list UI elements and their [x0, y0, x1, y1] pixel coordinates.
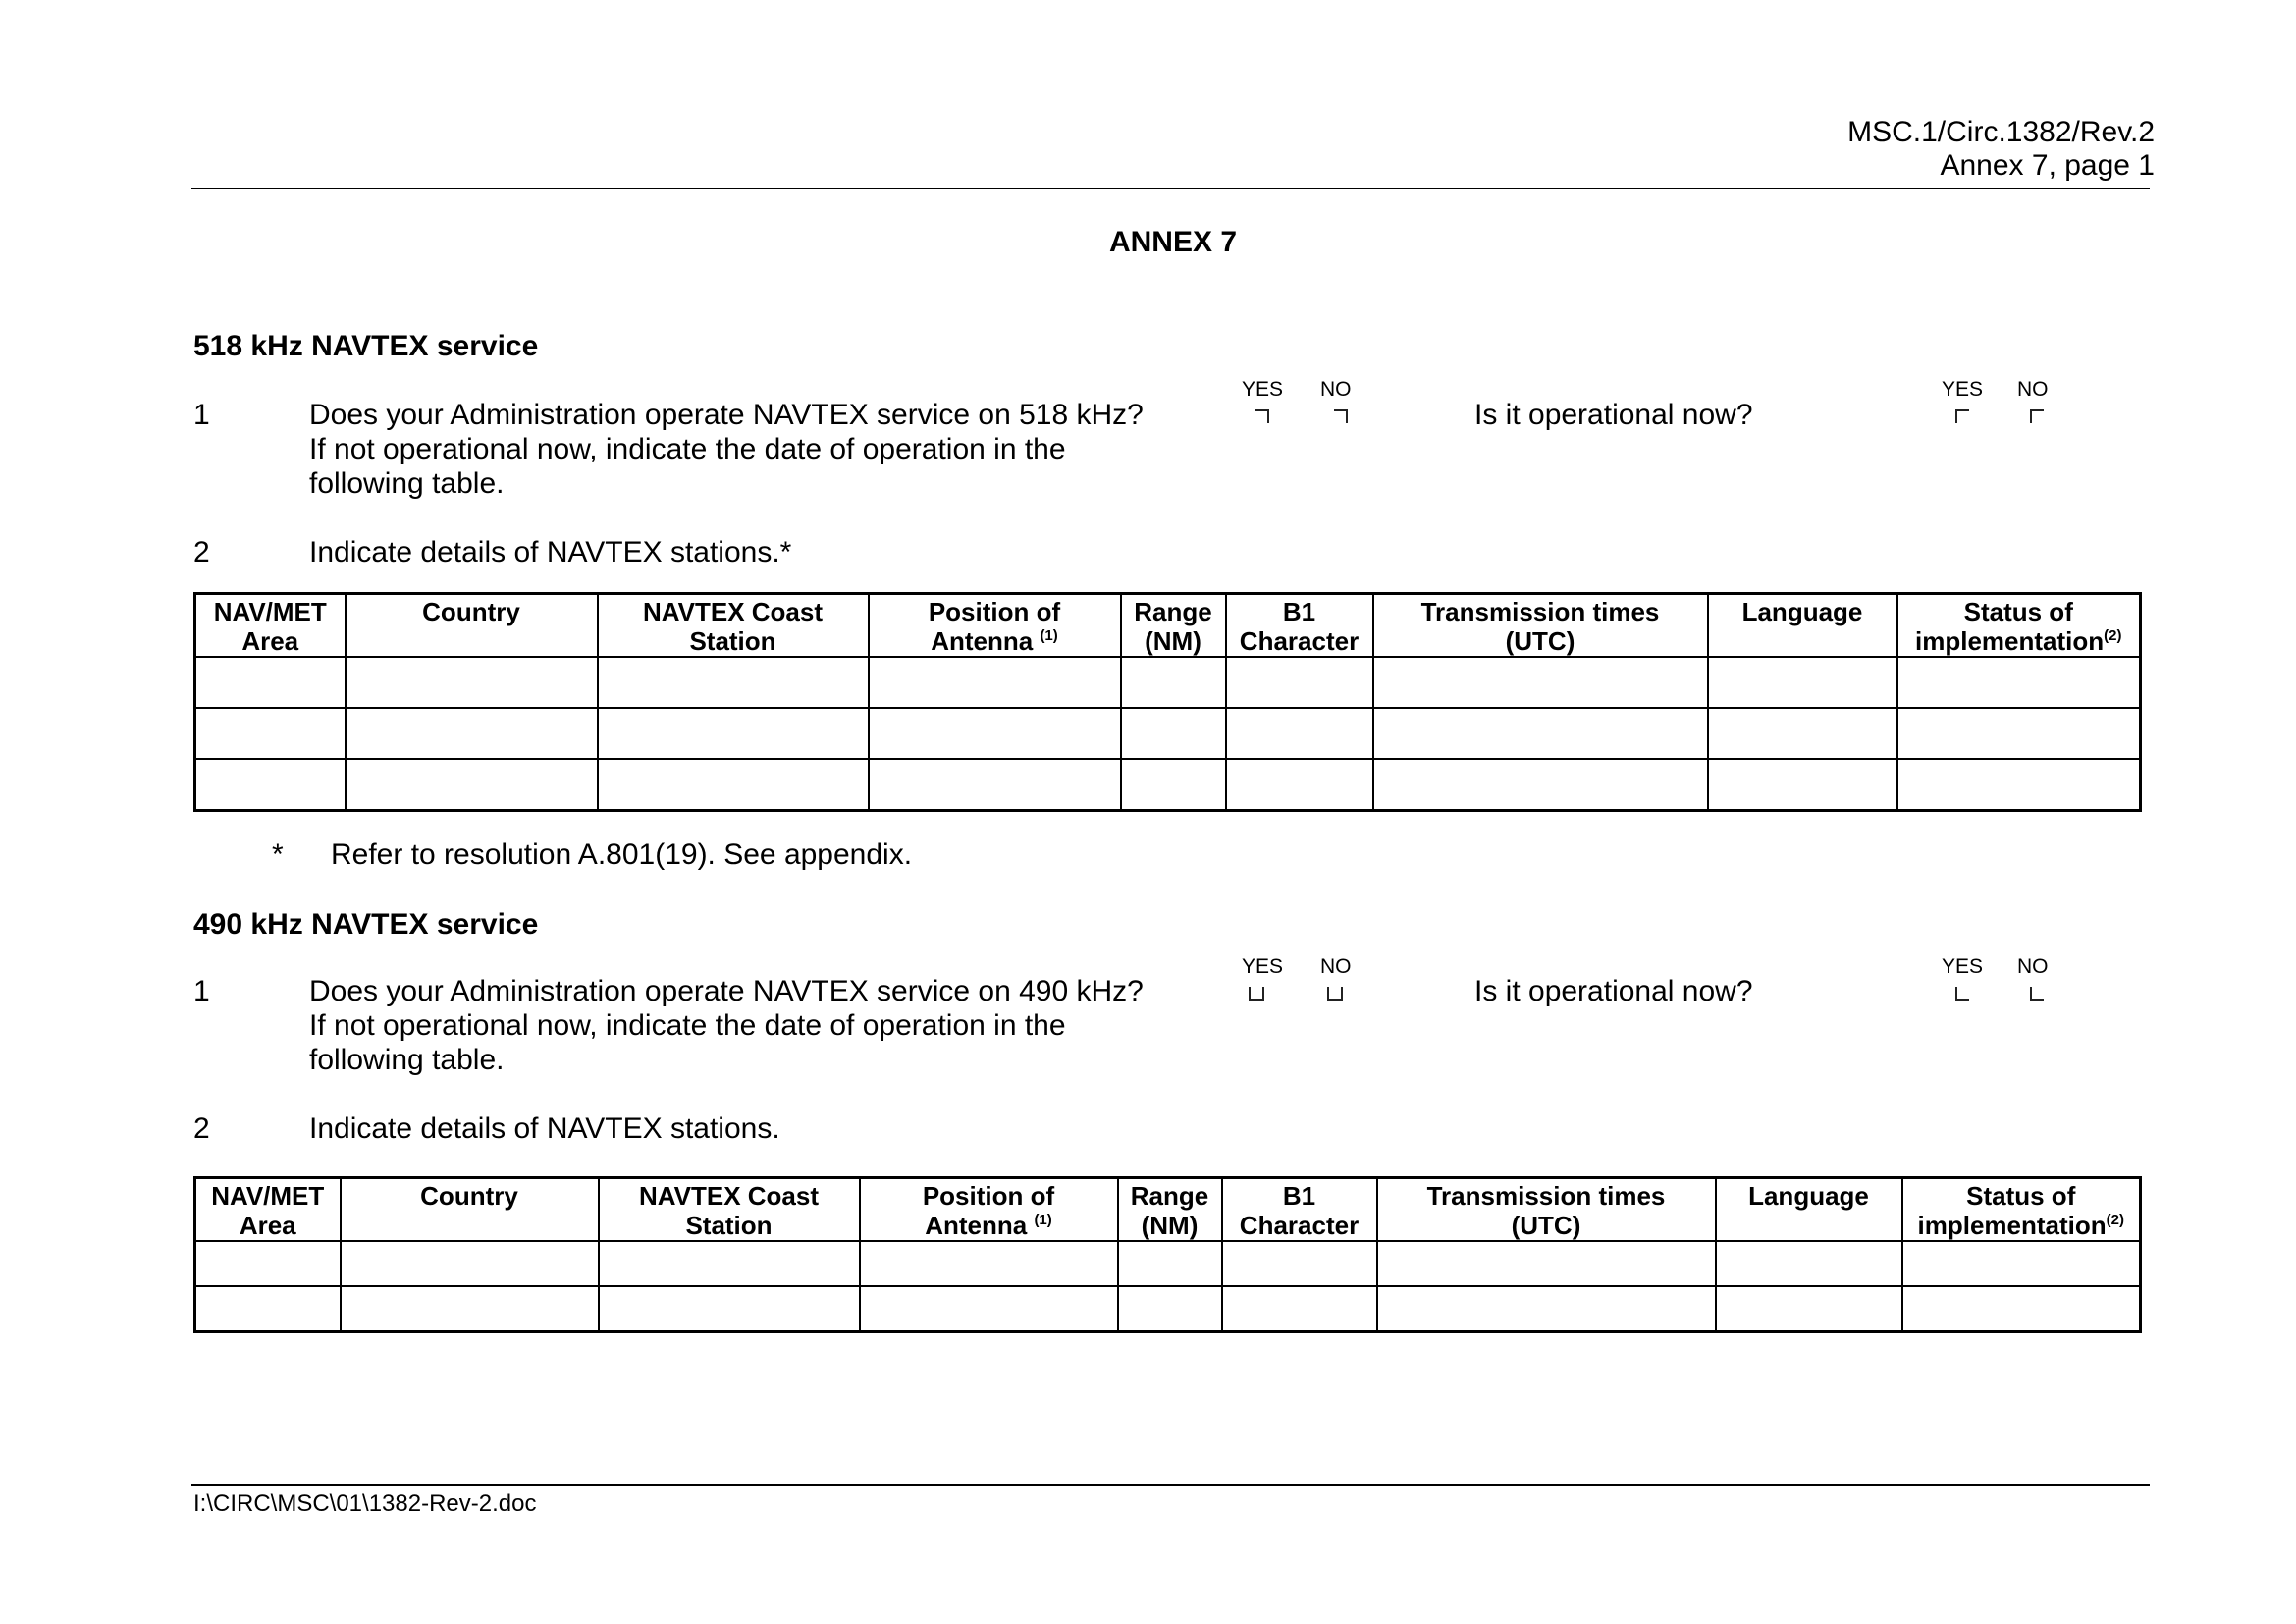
col-header-status: Status of implementation$^{(2)}$: [1902, 1178, 2141, 1242]
table-cell[interactable]: [598, 759, 869, 810]
yes-checkbox-518-operational[interactable]: [1955, 409, 1969, 423]
col-header-range: Range (NM): [1121, 594, 1226, 658]
document-header: [1847, 116, 2155, 183]
question-number: 2: [193, 1112, 210, 1145]
no-checkbox-518-operational[interactable]: [2030, 409, 2044, 423]
table-cell[interactable]: [1226, 759, 1373, 810]
table-row: [195, 657, 2141, 708]
table-cell[interactable]: [1373, 708, 1708, 759]
no-checkbox-490[interactable]: [1327, 987, 1343, 1001]
table-row: [195, 1286, 2141, 1331]
question-number: 1: [193, 975, 210, 1007]
table-row: [195, 708, 2141, 759]
col-header-navmet-area: NAV/MET Area: [195, 594, 346, 658]
table-cell[interactable]: [1373, 759, 1708, 810]
table-cell[interactable]: [1716, 1286, 1902, 1331]
table-cell[interactable]: [1377, 1286, 1716, 1331]
col-header-country: Country: [346, 594, 598, 658]
question-line: If not operational now, indicate the date of operation in the: [309, 1009, 1066, 1042]
page-reference: Annex 7, page 1: [1940, 149, 2155, 182]
table-cell[interactable]: [1708, 657, 1897, 708]
table-cell[interactable]: [860, 1241, 1118, 1286]
yes-checkbox-490-operational[interactable]: [1955, 987, 1969, 1001]
table-cell[interactable]: [599, 1241, 860, 1286]
table-cell[interactable]: [1897, 759, 2141, 810]
table-cell[interactable]: [195, 1286, 341, 1331]
question-operational-now: Is it operational now?: [1474, 975, 1753, 1007]
table-cell[interactable]: [346, 657, 598, 708]
col-header-range: Range (NM): [1118, 1178, 1222, 1242]
table-cell[interactable]: [1121, 708, 1226, 759]
question-operational-now: Is it operational now?: [1474, 399, 1753, 431]
question-518-details: Indicate details of NAVTEX stations.*: [309, 536, 792, 568]
footer-rule: [191, 1484, 2150, 1486]
col-header-navmet-area: NAV/MET Area: [195, 1178, 341, 1242]
no-label-490-operational: NO: [2017, 955, 2049, 978]
yes-label-490: YES: [1242, 955, 1284, 978]
no-label-518-operational: NO: [2017, 378, 2049, 401]
no-checkbox-518[interactable]: [1334, 409, 1348, 423]
table-cell[interactable]: [1121, 657, 1226, 708]
table-cell[interactable]: [1121, 759, 1226, 810]
col-header-transmission-times: Transmission times (UTC): [1373, 594, 1708, 658]
table-header-row: [195, 1178, 2141, 1242]
table-header-row: [195, 594, 2141, 658]
footnote-ref-1: (1): [1040, 627, 1058, 644]
table-cell[interactable]: [598, 708, 869, 759]
table-cell[interactable]: [195, 657, 346, 708]
question-line: Does your Administration operate NAVTEX service on 518 kHz?: [309, 399, 1144, 431]
footnote-text: Refer to resolution A.801(19). See appendix.: [331, 839, 913, 871]
table-cell[interactable]: [346, 708, 598, 759]
section-heading-490: 490 kHz NAVTEX service: [193, 908, 539, 941]
table-cell[interactable]: [1902, 1286, 2141, 1331]
yes-label-518-operational: YES: [1942, 378, 1984, 401]
table-cell[interactable]: [1373, 657, 1708, 708]
col-header-status: Status of implementation$^{(2)}$: [1897, 594, 2141, 658]
col-header-coast-station: NAVTEX Coast Station: [599, 1178, 860, 1242]
table-cell[interactable]: [869, 759, 1121, 810]
table-cell[interactable]: [1118, 1241, 1222, 1286]
table-cell[interactable]: [860, 1286, 1118, 1331]
document-reference: MSC.1/Circ.1382/Rev.2: [1847, 116, 2155, 148]
table-cell[interactable]: [341, 1241, 599, 1286]
yes-checkbox-490[interactable]: [1249, 987, 1264, 1001]
table-cell[interactable]: [1226, 708, 1373, 759]
navtex-490-table: [193, 1176, 2142, 1333]
question-number: 1: [193, 399, 210, 431]
col-header-coast-station: NAVTEX Coast Station: [598, 594, 869, 658]
yes-label-518: YES: [1242, 378, 1284, 401]
table-cell[interactable]: [1716, 1241, 1902, 1286]
no-label-518: NO: [1320, 378, 1352, 401]
table-cell[interactable]: [1708, 708, 1897, 759]
navtex-518-table: [193, 592, 2142, 812]
col-header-country: Country: [341, 1178, 599, 1242]
no-checkbox-490-operational[interactable]: [2030, 987, 2044, 1001]
yes-checkbox-518[interactable]: [1255, 409, 1269, 423]
question-490-operate: [309, 974, 1144, 1077]
table-cell[interactable]: [869, 657, 1121, 708]
table-cell[interactable]: [1377, 1241, 1716, 1286]
footnote-mark: *: [272, 839, 284, 871]
table-cell[interactable]: [346, 759, 598, 810]
col-header-language: Language: [1708, 594, 1897, 658]
table-cell[interactable]: [195, 708, 346, 759]
table-cell[interactable]: [1222, 1241, 1377, 1286]
header-rule: [191, 188, 2150, 189]
question-518-operate: [309, 398, 1144, 501]
table-row: [195, 1241, 2141, 1286]
no-label-490: NO: [1320, 955, 1352, 978]
col-header-antenna-position: Position of Antenna $^{(1)}$: [860, 1178, 1118, 1242]
footnote-ref-2: (2): [2104, 627, 2122, 644]
question-line: following table.: [309, 1044, 505, 1076]
table-cell[interactable]: [599, 1286, 860, 1331]
footer-file-path: I:\CIRC\MSC\01\1382-Rev-2.doc: [193, 1490, 537, 1517]
col-header-language: Language: [1716, 1178, 1902, 1242]
table-cell[interactable]: [195, 1241, 341, 1286]
col-header-antenna-position: Position of Antenna $^{(1)}$: [869, 594, 1121, 658]
table-cell[interactable]: [1226, 657, 1373, 708]
col-header-transmission-times: Transmission times (UTC): [1377, 1178, 1716, 1242]
yes-label-490-operational: YES: [1942, 955, 1984, 978]
table-cell[interactable]: [341, 1286, 599, 1331]
question-490-details: Indicate details of NAVTEX stations.: [309, 1112, 780, 1145]
table-cell[interactable]: [1118, 1286, 1222, 1331]
table-cell[interactable]: [1708, 759, 1897, 810]
annex-title: ANNEX 7: [1108, 226, 1238, 258]
question-line: Does your Administration operate NAVTEX service on 490 kHz?: [309, 975, 1144, 1007]
table-cell[interactable]: [1897, 708, 2141, 759]
table-cell[interactable]: [1222, 1286, 1377, 1331]
table-cell[interactable]: [869, 708, 1121, 759]
footnote-ref-1: (1): [1034, 1212, 1052, 1228]
col-header-b1-character: B1 Character: [1222, 1178, 1377, 1242]
footnote-ref-2: (2): [2106, 1212, 2124, 1228]
table-cell[interactable]: [1902, 1241, 2141, 1286]
table-cell[interactable]: [1897, 657, 2141, 708]
question-line: If not operational now, indicate the date of operation in the: [309, 433, 1066, 465]
table-row: [195, 759, 2141, 810]
table-cell[interactable]: [598, 657, 869, 708]
col-header-b1-character: B1 Character: [1226, 594, 1373, 658]
table-cell[interactable]: [195, 759, 346, 810]
question-line: following table.: [309, 467, 505, 500]
question-number: 2: [193, 536, 210, 568]
section-heading-518: 518 kHz NAVTEX service: [193, 330, 539, 362]
